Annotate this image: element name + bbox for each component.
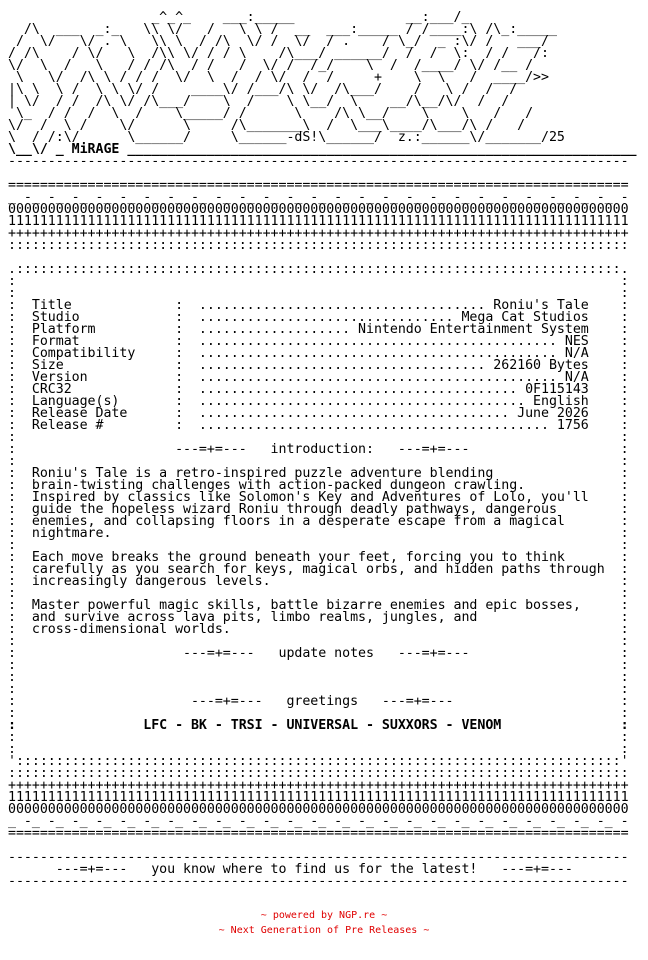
intro-paragraph-line: : increasingly dangerous levels. :	[8, 574, 629, 589]
intro-paragraph-line: : Inspired by classics like Solomon's Key and Adventures of Lolo, you'll :	[8, 490, 629, 505]
box-line: : :	[8, 706, 629, 721]
info-row: : Platform : ................... Nintendo Entertainment System :	[8, 322, 629, 337]
intro-paragraph-line: : Roniu's Tale is a retro-inspired puzzle adventure blending :	[8, 466, 629, 481]
logo-art-line: | \/ / / /\ \/ /\___/ \ / \ \__/ \ __/\__/\/ / /	[8, 94, 534, 109]
logo-art-line: |\ \ \ / \ \ \/ / ____\/ /___/\ \/ /\___/ / \ / / /	[8, 82, 534, 97]
divider-line: _ -_ -_ -_ -_ -_ -_ -_ -_ -_ -_ -_ -_ -_ -_ -_ -_ -_ -_ -_ -_ -_ -_ -_ -_ -_ -	[8, 814, 629, 829]
info-row: : Title : .................................... Roniu's Tale :	[8, 298, 629, 313]
info-row: : Size : .................................... 262160 Bytes :	[8, 358, 629, 373]
info-row: : Language(s) : ......................................... English :	[8, 394, 629, 409]
logo-art-line: \/ \ / \ / / /\ / / / \/ / /_/ \ / /____/ \/ /__ /	[8, 58, 542, 73]
info-row: : Compatibility : ............................................. N/A :	[8, 346, 629, 361]
divider-line: ++++++++++++++++++++++++++++++++++++++++++++++++++++++++++++++++++++++++++++++	[8, 778, 629, 793]
intro-paragraph-line: : guide the hopeless wizard Roniu through deadly pathways, dangerous :	[8, 502, 629, 517]
divider-line: ------------------------------------------------------------------------------	[8, 850, 629, 865]
divider-line: _ -_ -_ -_ -_ -_ -_ -_ -_ -_ -_ -_ -_ -_ -_ -_ -_ -_ -_ -_ -_ -_ -_ -_ -_ -_ -	[8, 190, 629, 205]
box-line: : :	[8, 538, 629, 553]
intro-paragraph-line: : carefully as you search for keys, magical orbs, and hidden paths through :	[8, 562, 629, 577]
intro-paragraph-line: : nightmare. :	[8, 526, 629, 541]
info-row: : Release Date : ....................................... June 2026 :	[8, 406, 629, 421]
intro-paragraph-line: : Master powerful magic skills, battle bizarre enemies and epic bosses, :	[8, 598, 629, 613]
logo-art-line: \_ / / / \ / \_____/ / \ /\ \__/ \ \ / /	[8, 106, 542, 121]
divider-line: 111111111111111111111111111111111111111111111111111111111111111111111111111111	[8, 790, 629, 805]
divider-line: ::::::::::::::::::::::::::::::::::::::::::::::::::::::::::::::::::::::::::::::	[8, 238, 629, 253]
box-bottom: '::::::::::::::::::::::::::::::::::::::::::::::::::::::::::::::::::::::::::::'	[8, 754, 629, 769]
section-heading-greetings: : ---=+=--- greetings ---=+=--- :	[8, 694, 629, 709]
greetings-groups: : LFC - BK - TRSI - UNIVERSAL - SUXXORS - VENOM :	[8, 718, 629, 733]
info-row: : CRC32 : ........................................ 0F115143 :	[8, 382, 629, 397]
logo-art-line: \ \/ /\ \ / / / \/ \ / / \/ / / + \ \ / ____/>>	[8, 70, 549, 85]
intro-paragraph-line: : brain-twisting challenges with action-packed dungeon crawling. :	[8, 478, 629, 493]
nfo-document	[8, 12, 636, 888]
divider-line: ==============================================================================	[8, 178, 629, 193]
info-row: : Version : ............................................. N/A :	[8, 370, 629, 385]
box-line: : :	[8, 430, 629, 445]
box-line: : :	[8, 634, 629, 649]
logo-art-line: / /\ / \/ \ /\\ \/ / / \ /\___/ ______/ / / \: / / /:	[8, 46, 549, 61]
info-row: : Studio : ................................ Mega Cat Studios :	[8, 310, 629, 325]
section-heading-update-notes: : ---=+=--- update notes ---=+=--- :	[8, 646, 629, 661]
box-line: : :	[8, 454, 629, 469]
divider-line: 000000000000000000000000000000000000000000000000000000000000000000000000000000	[8, 802, 629, 817]
divider-line: ::::::::::::::::::::::::::::::::::::::::::::::::::::::::::::::::::::::::::::::	[8, 766, 629, 781]
divider-line: ==============================================================================	[8, 826, 629, 841]
section-heading-introduction: : ---=+=--- introduction: ---=+=--- :	[8, 442, 629, 457]
intro-paragraph-line: : and survive across lava pits, limbo realms, jungles, and :	[8, 610, 629, 625]
divider-line: ++++++++++++++++++++++++++++++++++++++++++++++++++++++++++++++++++++++++++++++	[8, 226, 629, 241]
footer-powered-by: ~ powered by NGP.re ~	[260, 910, 388, 921]
logo-art-line: /\ ___ _:_ \\ \/ / \ \ / __ ___:_____ / /____:\ /\_:_____	[8, 22, 573, 37]
box-top: .::::::::::::::::::::::::::::::::::::::::::::::::::::::::::::::::::::::::::::.	[8, 262, 629, 277]
box-line: : :	[8, 682, 629, 697]
box-line: : :	[8, 670, 629, 685]
box-line: : :	[8, 274, 629, 289]
intro-paragraph-line: : cross-dimensional worlds. :	[8, 622, 629, 637]
info-row: : Format : ............................................. NES :	[8, 334, 629, 349]
closing-line: ---=+=--- you know where to find us for the latest! ---=+=---	[8, 862, 573, 877]
divider-line: 000000000000000000000000000000000000000000000000000000000000000000000000000000	[8, 202, 629, 217]
box-line: : :	[8, 742, 629, 757]
footer-tagline: ~ Next Generation of Pre Releases ~	[218, 925, 430, 936]
logo-art-line: \ / /:\/ \______/ \______-dS!\______/ z.:______\/_______/25	[8, 130, 565, 145]
divider-line: 111111111111111111111111111111111111111111111111111111111111111111111111111111	[8, 214, 629, 229]
divider-line: ------------------------------------------------------------------------------	[8, 154, 629, 169]
logo-art-line: \/ / \ / \/ \ /\_______\ / \___\____/\___/\ / /	[8, 118, 534, 133]
intro-paragraph-line: : enemies, and collapsing floors in a desperate escape from a magical :	[8, 514, 629, 529]
divider-line: ------------------------------------------------------------------------------	[8, 874, 629, 889]
box-line: : :	[8, 286, 629, 301]
footer	[0, 908, 648, 938]
box-line: : :	[8, 658, 629, 673]
logo-art-line: / \/ \/ . \ \\ \ / /\ \/ / \/ / . / \_/ _ :\/ / ___/	[8, 34, 557, 49]
info-row: : Release # : ............................................ 1756 :	[8, 418, 629, 433]
box-line: : :	[8, 730, 629, 745]
logo-art-line: _^_^_ ___:_____ __:___/_	[8, 10, 534, 25]
intro-paragraph-line: : Each move breaks the ground beneath your feet, forcing you to think :	[8, 550, 629, 565]
box-line: : :	[8, 586, 629, 601]
logo-label-line: \__\/ _ MiRAGE ________________________________________________________________	[8, 142, 637, 157]
